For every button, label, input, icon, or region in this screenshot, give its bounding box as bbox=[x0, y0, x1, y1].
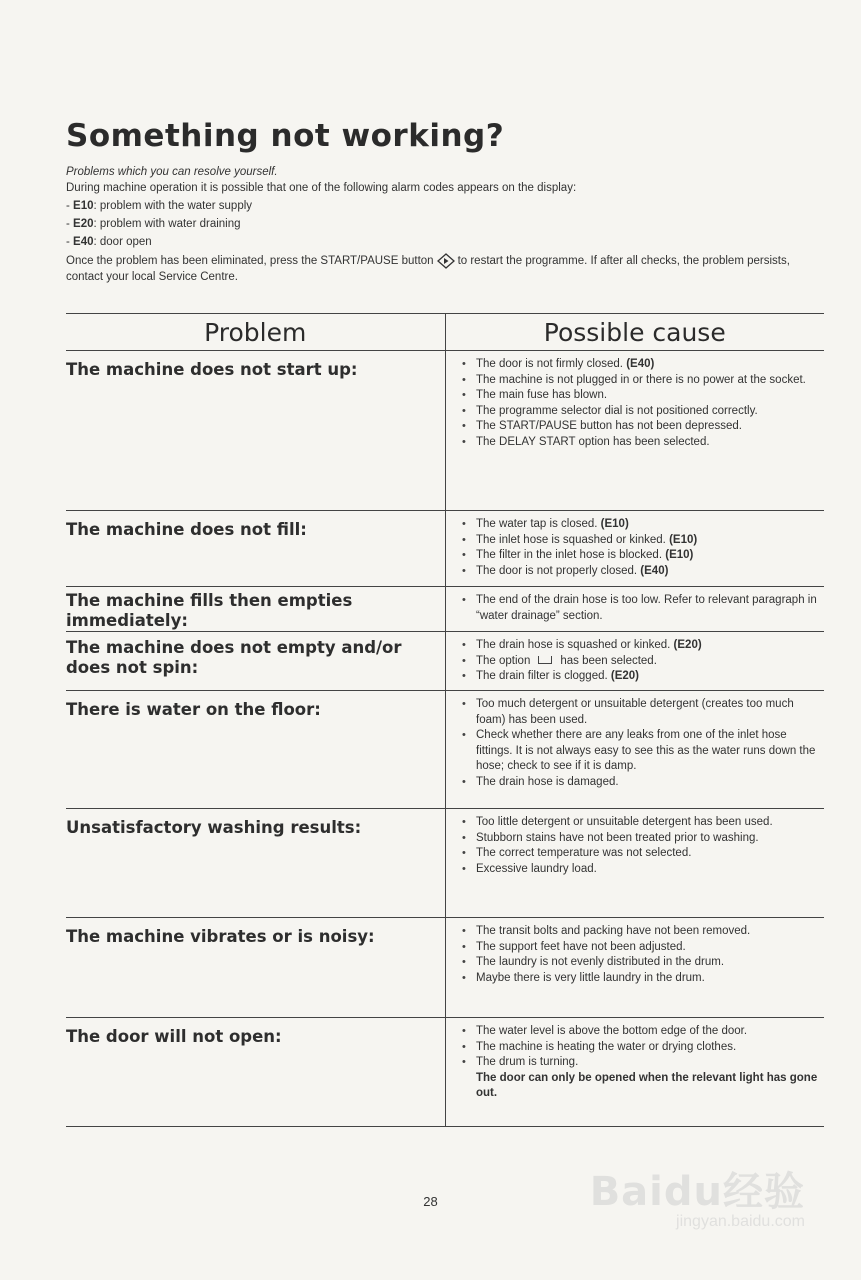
cause-item: • The drain hose is damaged. bbox=[462, 775, 824, 791]
baidu-watermark bbox=[590, 1160, 805, 1231]
table-row bbox=[66, 632, 824, 691]
cause-text: The filter in the inlet hose is blocked. bbox=[476, 549, 663, 561]
cause-item: • The drum is turning. bbox=[462, 1055, 824, 1071]
closing-text-pre: Once the problem has been eliminated, press the START/PAUSE button bbox=[66, 255, 434, 268]
cause-item bbox=[462, 638, 824, 654]
cause-cell bbox=[445, 351, 824, 510]
error-code: (E10) bbox=[665, 549, 694, 561]
alarm-code: E20 bbox=[73, 217, 94, 230]
cause-item: • The START/PAUSE button has not been depressed. bbox=[462, 419, 824, 435]
cause-cell bbox=[445, 809, 824, 917]
cause-item: • The support feet have not been adjusted. bbox=[462, 940, 824, 956]
alarm-code-line: - E40: door open bbox=[66, 235, 152, 248]
cause-item: • Too much detergent or unsuitable detergent (creates too much foam) has been used. bbox=[462, 697, 824, 728]
cause-item bbox=[462, 564, 824, 580]
problem-cell: The door will not open: bbox=[66, 1027, 282, 1046]
door-note: The door can only be opened when the relevant light has gone out. bbox=[476, 1071, 818, 1099]
cause-item bbox=[462, 533, 824, 549]
table-row bbox=[66, 1018, 824, 1127]
alarm-code-desc: : problem with water draining bbox=[93, 217, 241, 230]
cause-item: • Stubborn stains have not been treated prior to washing. bbox=[462, 831, 824, 847]
error-code: (E20) bbox=[610, 670, 640, 682]
cause-item: • The programme selector dial is not positioned correctly. bbox=[462, 404, 824, 420]
cause-cell bbox=[445, 632, 824, 690]
table-row bbox=[66, 351, 824, 511]
cause-cell bbox=[445, 511, 824, 586]
cause-item: • Excessive laundry load. bbox=[462, 862, 824, 878]
cause-item bbox=[462, 517, 824, 533]
intro-text: During machine operation it is possible that one of the following alarm codes appears on the display: bbox=[66, 181, 577, 194]
cause-cell bbox=[445, 587, 824, 631]
closing-text-post: to restart the programme. If after all checks, the problem persists, contact your local Service Centre. bbox=[66, 255, 790, 283]
cause-item: • Maybe there is very little laundry in the drum. bbox=[462, 971, 824, 987]
cause-text: The door is not properly closed. bbox=[476, 564, 638, 577]
page-number: 28 bbox=[423, 1194, 438, 1209]
problem-cell: The machine vibrates or is noisy: bbox=[66, 927, 375, 946]
cause-text: has been selected. bbox=[560, 654, 657, 667]
table-row bbox=[66, 918, 824, 1018]
watermark-url: jingyan.baidu.com bbox=[676, 1213, 805, 1230]
cause-item: • The correct temperature was not selected. bbox=[462, 846, 824, 862]
problem-cell: The machine fills then empties immediately: bbox=[66, 591, 353, 630]
table-row bbox=[66, 511, 824, 587]
cause-cell bbox=[445, 691, 824, 808]
cause-text: The drain filter is clogged. bbox=[476, 670, 608, 682]
cause-item: • The machine is not plugged in or there is no power at the socket. bbox=[462, 373, 824, 389]
cause-item: • Too little detergent or unsuitable detergent has been used. bbox=[462, 815, 824, 831]
cause-item: • Check whether there are any leaks from one of the inlet hose fittings. It is not always easy to see this as the water runs down the hose; check to see if it is damp. bbox=[462, 728, 824, 775]
intro-closing bbox=[66, 253, 826, 285]
cause-item: • The DELAY START option has been selected. bbox=[462, 435, 824, 451]
table-row bbox=[66, 587, 824, 632]
error-code: (E10) bbox=[669, 533, 698, 546]
troubleshooting-table bbox=[66, 313, 824, 1127]
cause-text: The water tap is closed. bbox=[476, 518, 598, 530]
drum-icon bbox=[538, 656, 552, 664]
cause-text: The option bbox=[476, 654, 531, 667]
cause-item bbox=[462, 357, 824, 373]
error-code: (E40) bbox=[626, 358, 655, 370]
cause-item: • The transit bolts and packing have not been removed. bbox=[462, 924, 824, 940]
intro-subtitle: Problems which you can resolve yourself. bbox=[66, 166, 278, 178]
cause-text: The drain hose is squashed or kinked. bbox=[476, 639, 671, 651]
problem-cell: The machine does not start up: bbox=[66, 360, 358, 379]
table-header bbox=[66, 314, 824, 351]
alarm-code-line: - E20: problem with water draining bbox=[66, 217, 241, 230]
error-code: (E40) bbox=[640, 564, 669, 577]
cause-text: The inlet hose is squashed or kinked. bbox=[476, 533, 666, 546]
cause-item: • The machine is heating the water or drying clothes. bbox=[462, 1040, 824, 1056]
intro-section bbox=[66, 165, 826, 285]
cause-item bbox=[462, 654, 824, 670]
cause-cell bbox=[445, 918, 824, 1017]
header-possible-cause: Possible cause bbox=[445, 314, 825, 350]
start-pause-icon bbox=[437, 253, 455, 269]
alarm-code-line: - E10: problem with the water supply bbox=[66, 199, 253, 212]
cause-item: • The main fuse has blown. bbox=[462, 388, 824, 404]
cause-item: • The laundry is not evenly distributed in the drum. bbox=[462, 955, 824, 971]
cause-item bbox=[462, 548, 824, 564]
cause-text: The door is not firmly closed. bbox=[476, 358, 624, 370]
problem-cell: The machine does not fill: bbox=[66, 520, 307, 539]
error-code: (E10) bbox=[600, 518, 629, 530]
error-code: (E20) bbox=[673, 639, 702, 651]
table-row bbox=[66, 691, 824, 809]
page-title: Something not working? bbox=[66, 118, 505, 154]
alarm-code: E10 bbox=[73, 199, 94, 212]
cause-item: • The end of the drain hose is too low. Refer to relevant paragraph in “water drainage” section. bbox=[462, 593, 824, 624]
cause-item bbox=[462, 669, 824, 685]
alarm-code-desc: : door open bbox=[93, 235, 152, 248]
problem-cell: There is water on the floor: bbox=[66, 700, 321, 719]
problem-cell: The machine does not empty and/or does not spin: bbox=[66, 638, 402, 677]
cause-cell bbox=[445, 1018, 824, 1126]
watermark-logo: Baidu经验 bbox=[589, 1169, 805, 1215]
table-row bbox=[66, 809, 824, 918]
alarm-code-desc: : problem with the water supply bbox=[93, 199, 253, 212]
problem-cell: Unsatisfactory washing results: bbox=[66, 818, 362, 837]
cause-item: • The water level is above the bottom edge of the door. bbox=[462, 1024, 824, 1040]
header-problem: Problem bbox=[204, 318, 307, 347]
alarm-code: E40 bbox=[73, 235, 94, 248]
